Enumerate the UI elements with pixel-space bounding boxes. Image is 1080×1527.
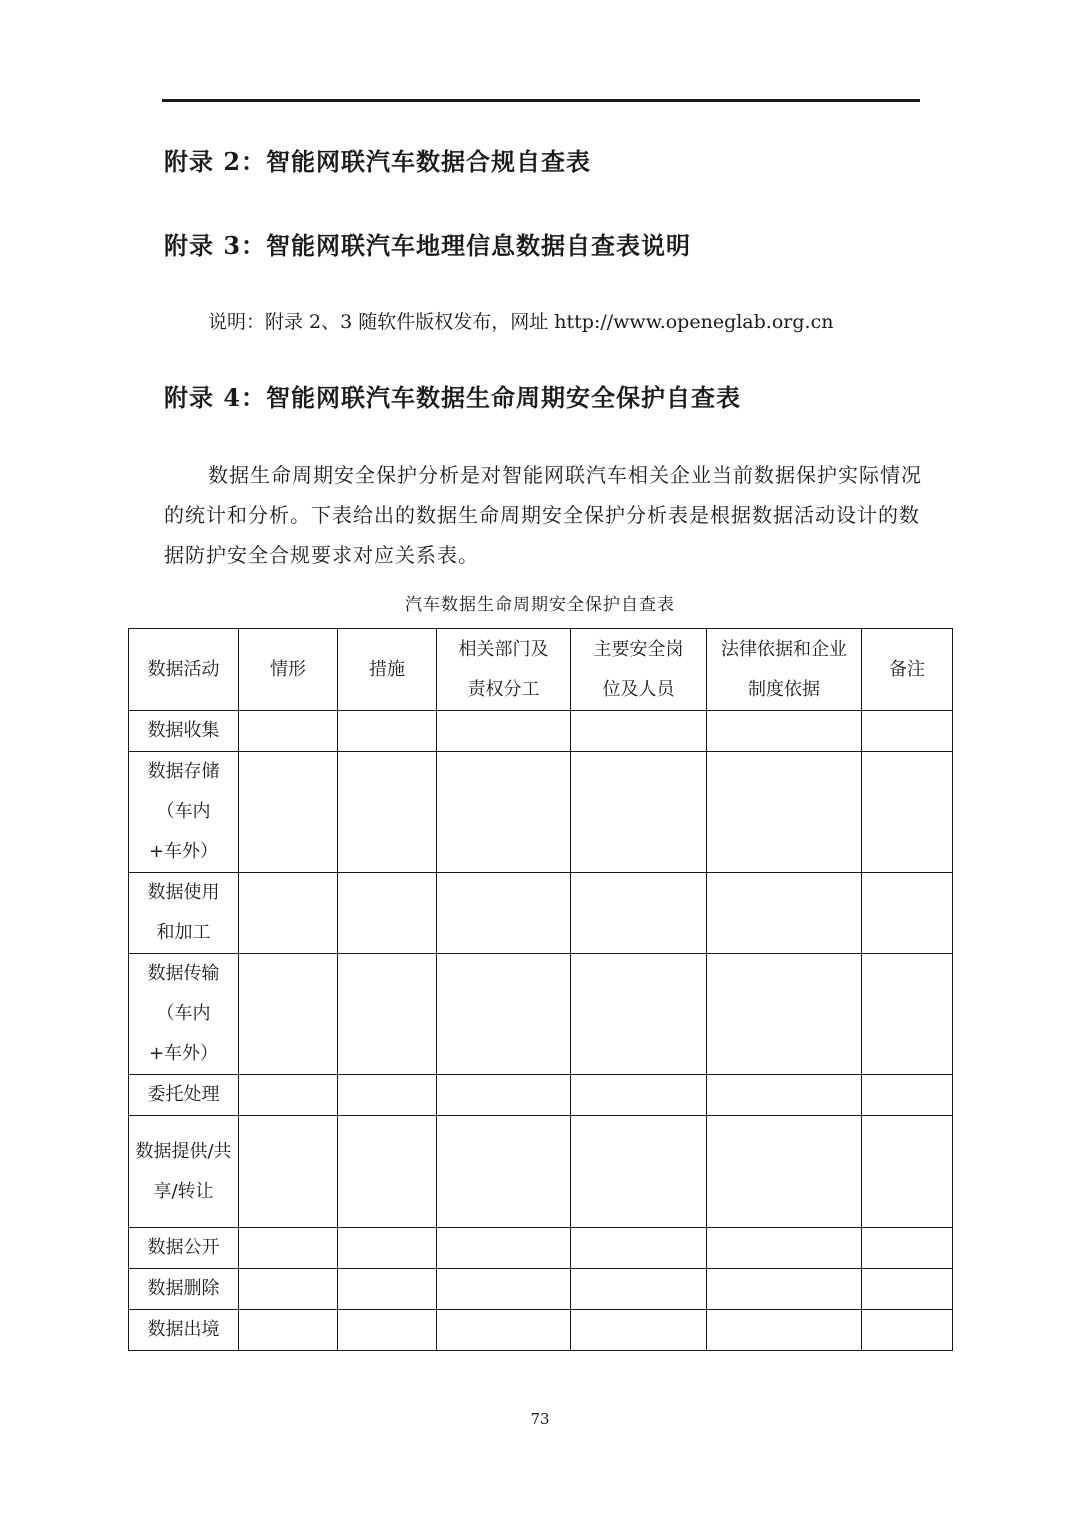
table-cell[interactable] — [437, 1228, 571, 1269]
table-cell[interactable] — [437, 1075, 571, 1116]
table-row — [129, 711, 953, 752]
table-header-row — [129, 629, 953, 711]
table-cell[interactable] — [571, 1228, 707, 1269]
table-cell[interactable] — [571, 1269, 707, 1310]
table-cell[interactable] — [707, 711, 862, 752]
activity-cell: 数据传输（车内+车外） — [129, 954, 239, 1075]
table-cell[interactable] — [571, 873, 707, 954]
column-header: 情形 — [239, 629, 338, 711]
table-cell[interactable] — [571, 954, 707, 1075]
column-header: 主要安全岗位及人员 — [571, 629, 707, 711]
table-cell[interactable] — [571, 711, 707, 752]
table-row — [129, 1310, 953, 1351]
appendix-note: 说明：附录 2、3 随软件版权发布，网址 http://www.openeglab.org.cn — [208, 311, 834, 333]
table-cell[interactable] — [437, 1310, 571, 1351]
table-cell[interactable] — [862, 1310, 953, 1351]
table-cell[interactable] — [862, 1116, 953, 1228]
table-cell[interactable] — [338, 1075, 437, 1116]
table-cell[interactable] — [862, 873, 953, 954]
table-cell[interactable] — [437, 873, 571, 954]
table-cell[interactable] — [338, 1269, 437, 1310]
activity-cell: 数据出境 — [129, 1310, 239, 1351]
column-header: 措施 — [338, 629, 437, 711]
table-row — [129, 1116, 953, 1228]
table-cell[interactable] — [571, 1075, 707, 1116]
table-cell[interactable] — [239, 954, 338, 1075]
table-row — [129, 954, 953, 1075]
table-cell[interactable] — [239, 873, 338, 954]
table-cell[interactable] — [707, 1310, 862, 1351]
activity-cell: 数据删除 — [129, 1269, 239, 1310]
table-cell[interactable] — [571, 1116, 707, 1228]
appendix-2-heading: 附录 2：智能网联汽车数据合规自查表 — [164, 147, 592, 176]
activity-cell: 委托处理 — [129, 1075, 239, 1116]
header-rule — [162, 99, 920, 102]
table-cell[interactable] — [338, 752, 437, 873]
appendix-3-heading: 附录 3：智能网联汽车地理信息数据自查表说明 — [164, 231, 692, 260]
column-header: 数据活动 — [129, 629, 239, 711]
table-cell[interactable] — [239, 1075, 338, 1116]
table-cell[interactable] — [571, 752, 707, 873]
table-cell[interactable] — [437, 1116, 571, 1228]
appendix-4-heading: 附录 4：智能网联汽车数据生命周期安全保护自查表 — [164, 383, 742, 412]
table-cell[interactable] — [707, 752, 862, 873]
table-caption: 汽车数据生命周期安全保护自查表 — [405, 595, 675, 615]
table-cell[interactable] — [338, 1228, 437, 1269]
table-cell[interactable] — [707, 1075, 862, 1116]
table-cell[interactable] — [862, 1269, 953, 1310]
lifecycle-check-table — [128, 628, 953, 1351]
table-row — [129, 1269, 953, 1310]
table-row — [129, 752, 953, 873]
table-cell[interactable] — [862, 711, 953, 752]
table-cell[interactable] — [239, 1269, 338, 1310]
table-cell[interactable] — [862, 954, 953, 1075]
column-header: 法律依据和企业制度依据 — [707, 629, 862, 711]
table-row — [129, 873, 953, 954]
intro-paragraph: 数据生命周期安全保护分析是对智能网联汽车相关企业当前数据保护实际情况的统计和分析。下表给出的数据生命周期安全保护分析表是根据数据活动设计的数据防护安全合规要求对应关系表。 — [164, 463, 922, 567]
column-header: 备注 — [862, 629, 953, 711]
table-cell[interactable] — [707, 873, 862, 954]
activity-cell: 数据收集 — [129, 711, 239, 752]
column-header: 相关部门及责权分工 — [437, 629, 571, 711]
table-cell[interactable] — [239, 1228, 338, 1269]
table-cell[interactable] — [239, 1116, 338, 1228]
table-row — [129, 1075, 953, 1116]
table-cell[interactable] — [862, 1228, 953, 1269]
activity-cell: 数据公开 — [129, 1228, 239, 1269]
table-cell[interactable] — [707, 954, 862, 1075]
table-cell[interactable] — [338, 954, 437, 1075]
table-cell[interactable] — [437, 954, 571, 1075]
table-cell[interactable] — [862, 752, 953, 873]
table-cell[interactable] — [239, 752, 338, 873]
table-cell[interactable] — [239, 1310, 338, 1351]
table-cell[interactable] — [239, 711, 338, 752]
table-cell[interactable] — [862, 1075, 953, 1116]
table-cell[interactable] — [707, 1116, 862, 1228]
table-cell[interactable] — [338, 873, 437, 954]
table-cell[interactable] — [437, 752, 571, 873]
table-cell[interactable] — [437, 1269, 571, 1310]
table-cell[interactable] — [338, 1310, 437, 1351]
table-cell[interactable] — [707, 1228, 862, 1269]
table-cell[interactable] — [571, 1310, 707, 1351]
page-number: 73 — [530, 1410, 550, 1428]
activity-cell: 数据使用和加工 — [129, 873, 239, 954]
activity-cell: 数据存储（车内+车外） — [129, 752, 239, 873]
table-cell[interactable] — [338, 711, 437, 752]
table-cell[interactable] — [437, 711, 571, 752]
table-row — [129, 1228, 953, 1269]
activity-cell: 数据提供/共享/转让 — [129, 1116, 239, 1228]
table-cell[interactable] — [338, 1116, 437, 1228]
table-cell[interactable] — [707, 1269, 862, 1310]
